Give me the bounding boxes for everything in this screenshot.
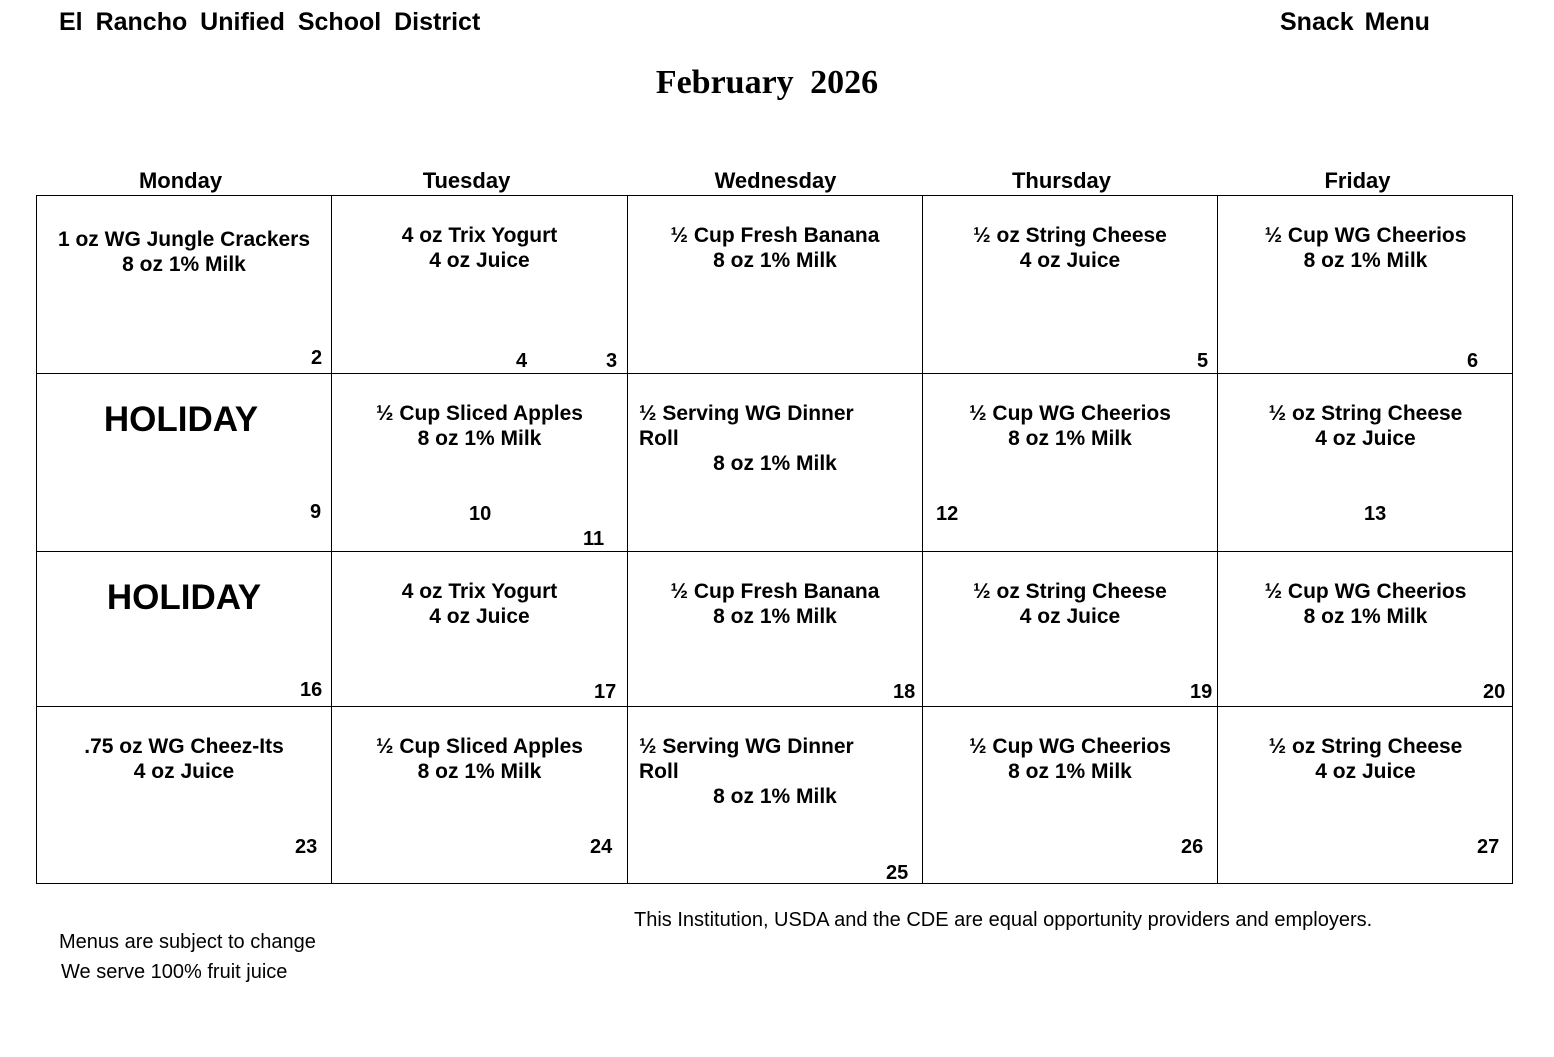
calendar-day-cell [923, 707, 1218, 884]
menu-items [332, 401, 627, 451]
menu-item: ½ Cup WG Cheerios [1264, 580, 1467, 603]
menu-items [923, 223, 1217, 273]
menu-item: ½ oz String Cheese [1268, 402, 1463, 425]
day-number: 20 [1483, 681, 1506, 703]
day-header-thursday: Thursday [1011, 168, 1112, 193]
day-number: 3 [606, 350, 618, 372]
calendar-day-cell [628, 196, 923, 374]
equal-opportunity-statement: This Institution, USDA and the CDE are equal opportunity providers and employers. [634, 909, 1373, 931]
menu-item: 4 oz Juice [133, 760, 235, 783]
calendar-day-cell [332, 707, 628, 884]
calendar-day-cell [37, 196, 332, 374]
calendar-day-cell [1218, 552, 1513, 707]
calendar-day-cell [923, 552, 1218, 707]
menu-item: ½ oz String Cheese [973, 224, 1167, 247]
menu-item: ½ Cup Fresh Banana [670, 224, 880, 247]
menu-item: 8 oz 1% Milk [713, 249, 837, 272]
menu-items [332, 223, 627, 273]
menu-items [628, 579, 922, 629]
menu-item: 8 oz 1% Milk [122, 253, 246, 276]
menu-type: Snack Menu [1280, 8, 1430, 36]
day-header-monday: Monday [138, 168, 223, 193]
menu-item: ½ Serving WG Dinner [639, 402, 854, 425]
menu-item: ½ Cup WG Cheerios [969, 735, 1171, 758]
menu-items [1218, 579, 1513, 629]
menu-item: 4 oz Juice [429, 605, 530, 628]
menu-items [1218, 734, 1513, 784]
menu-item: 8 oz 1% Milk [417, 760, 542, 783]
day-number: 17 [594, 681, 617, 703]
day-number: 24 [590, 836, 613, 858]
menu-item: 8 oz 1% Milk [417, 427, 542, 450]
menu-item: ½ Cup WG Cheerios [969, 402, 1171, 425]
calendar-day-cell [37, 374, 332, 552]
day-header-friday: Friday [1324, 168, 1391, 193]
menu-item: ½ oz String Cheese [973, 580, 1167, 603]
day-number: 10 [469, 503, 492, 525]
menu-item: 4 oz Juice [1315, 427, 1416, 450]
calendar-day-cell [923, 374, 1218, 552]
menu-item: ½ Cup Sliced Apples [376, 402, 583, 425]
holiday-label: HOLIDAY [103, 400, 259, 439]
holiday-label: HOLIDAY [106, 578, 262, 617]
menu-item: 4 oz Juice [1019, 249, 1121, 272]
calendar-day-cell [628, 374, 923, 552]
month-title: February 2026 [655, 64, 879, 101]
day-header-tuesday: Tuesday [422, 168, 511, 193]
menu-items [37, 227, 331, 277]
calendar-day-cell [628, 552, 923, 707]
menu-items [628, 223, 922, 273]
menu-item: 4 oz Juice [1315, 760, 1416, 783]
day-number: 19 [1190, 681, 1213, 703]
menu-items [628, 401, 922, 476]
menu-item: 1 oz WG Jungle Crackers [57, 228, 311, 251]
calendar-day-cell [37, 552, 332, 707]
menu-item: 8 oz 1% Milk [713, 452, 837, 475]
menu-items [1218, 223, 1513, 273]
calendar-day-cell [332, 374, 628, 552]
calendar-day-cell [628, 707, 923, 884]
day-number: 18 [893, 681, 916, 703]
calendar-day-cell [1218, 707, 1513, 884]
menu-item: ½ oz String Cheese [1268, 735, 1463, 758]
menu-items [923, 734, 1217, 784]
footer-note: We serve 100% fruit juice [61, 961, 288, 983]
menu-items [332, 579, 627, 629]
day-number: 25 [886, 862, 909, 884]
day-number: 4 [516, 350, 528, 372]
menu-item: 8 oz 1% Milk [713, 605, 837, 628]
day-number: 5 [1197, 350, 1209, 372]
menu-items [628, 734, 922, 809]
menu-items [332, 734, 627, 784]
menu-item: 4 oz Trix Yogurt [401, 580, 558, 603]
day-number: 11 [583, 528, 605, 550]
calendar-day-cell [923, 196, 1218, 374]
day-number: 23 [295, 836, 318, 858]
menu-item: Roll [639, 760, 679, 783]
day-number: 27 [1477, 836, 1500, 858]
menu-items [923, 579, 1217, 629]
menu-item: ½ Cup Fresh Banana [670, 580, 880, 603]
day-number: 26 [1181, 836, 1204, 858]
menu-items [923, 401, 1217, 451]
calendar-day-cell [1218, 196, 1513, 374]
menu-item: 4 oz Juice [1019, 605, 1121, 628]
menu-item: .75 oz WG Cheez-Its [84, 735, 284, 758]
menu-item: 8 oz 1% Milk [1303, 605, 1428, 628]
calendar-grid [36, 195, 1513, 884]
calendar-day-cell [1218, 374, 1513, 552]
day-header-wednesday: Wednesday [714, 168, 837, 193]
day-number: 13 [1364, 503, 1387, 525]
day-number: 16 [300, 679, 323, 701]
menu-item: ½ Cup Sliced Apples [376, 735, 583, 758]
district-name: El Rancho Unified School District [59, 8, 481, 36]
menu-item: 8 oz 1% Milk [1303, 249, 1428, 272]
menu-item: 4 oz Trix Yogurt [401, 224, 558, 247]
day-number: 2 [311, 347, 323, 369]
menu-item: ½ Cup WG Cheerios [1264, 224, 1467, 247]
footer-note: Menus are subject to change [59, 931, 316, 953]
day-number: 9 [310, 501, 322, 523]
menu-item: ½ Serving WG Dinner [639, 735, 854, 758]
menu-item: Roll [639, 427, 679, 450]
menu-item: 4 oz Juice [429, 249, 530, 272]
menu-item: 8 oz 1% Milk [1008, 427, 1132, 450]
menu-item: 8 oz 1% Milk [1008, 760, 1132, 783]
day-number: 12 [936, 503, 959, 525]
calendar-day-cell [332, 552, 628, 707]
menu-items [37, 734, 331, 784]
calendar-day-cell [37, 707, 332, 884]
menu-item: 8 oz 1% Milk [713, 785, 837, 808]
menu-items [1218, 401, 1513, 451]
calendar-day-cell [332, 196, 628, 374]
day-number: 6 [1467, 350, 1479, 372]
